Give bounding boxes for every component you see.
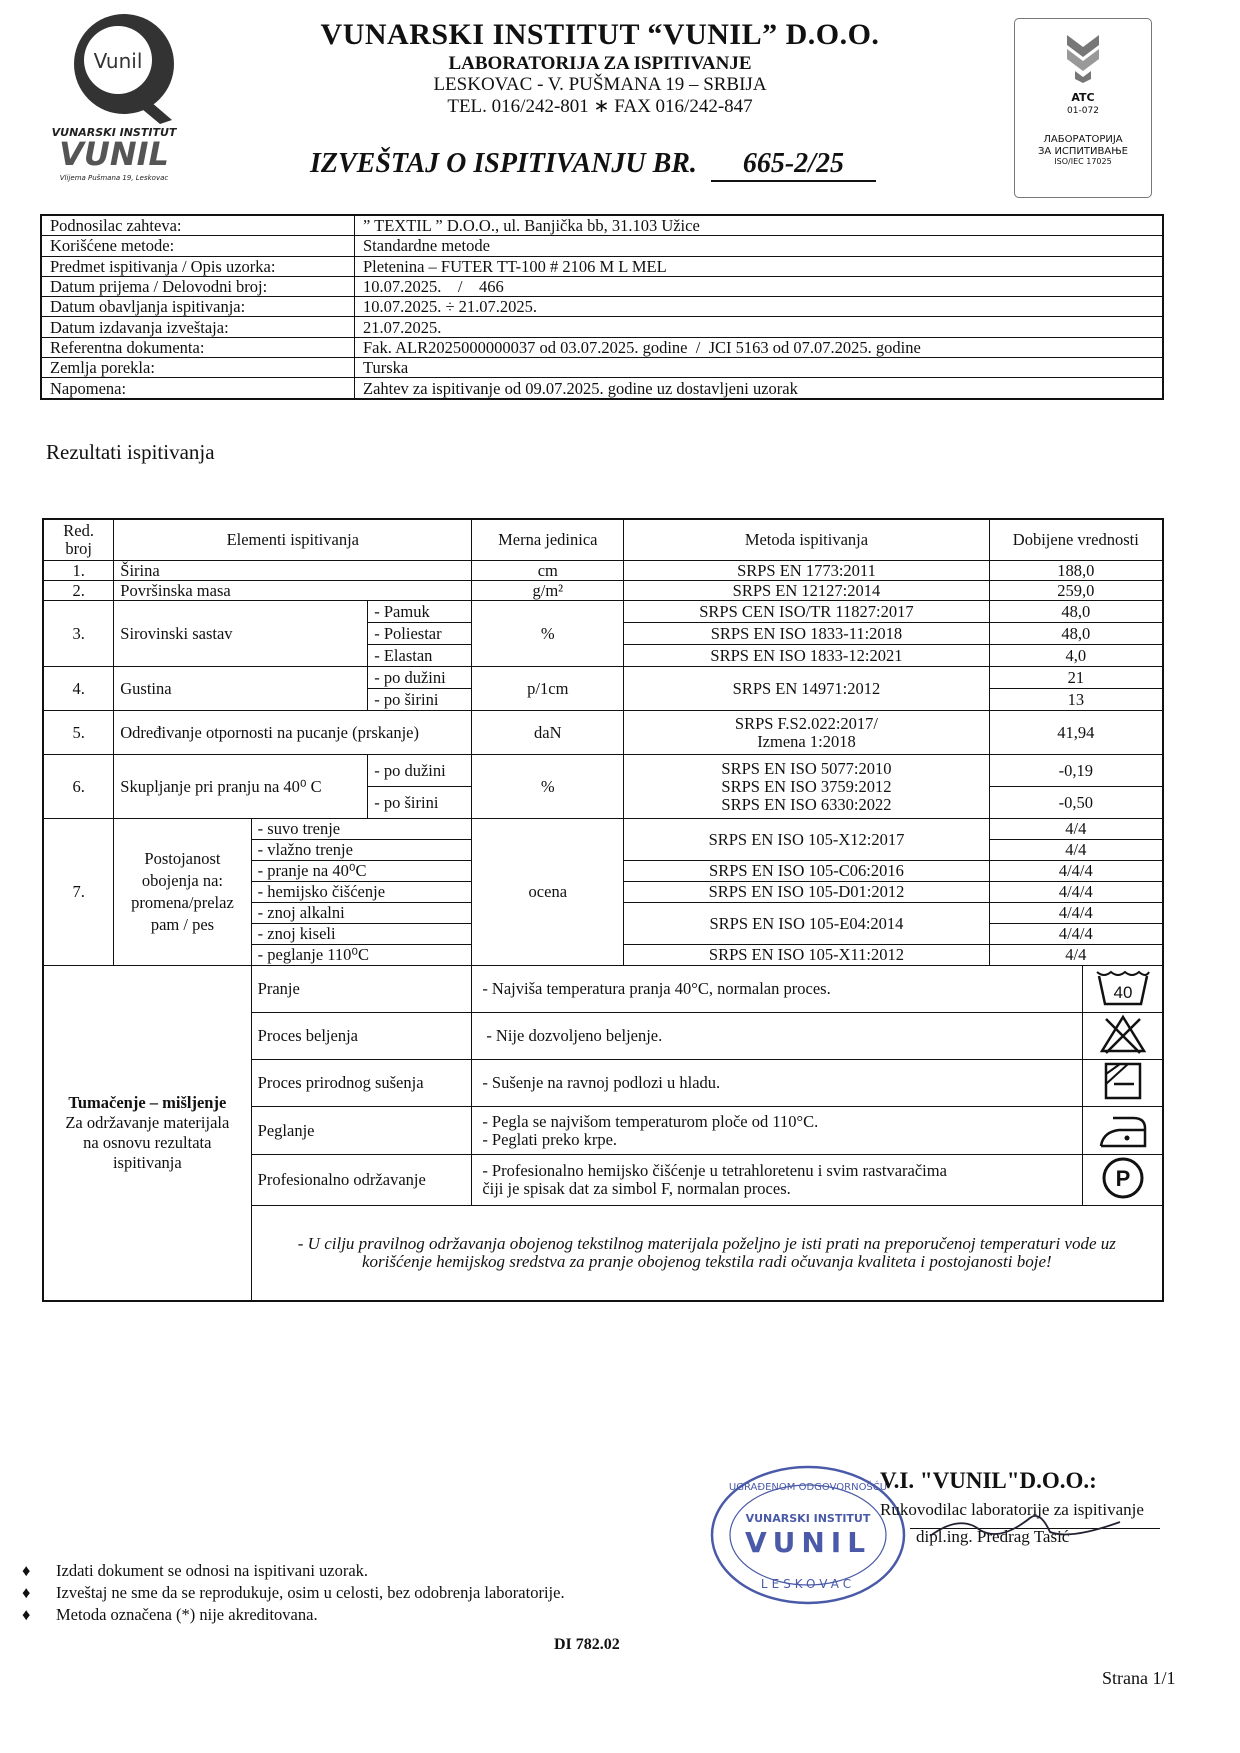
element-line: Postojanost xyxy=(144,849,221,868)
care-label: Proces beljenja xyxy=(251,1013,472,1060)
info-value: Zahtev za ispitivanje od 09.07.2025. godine uz dostavljeni uzorak xyxy=(355,378,1164,399)
signatory-name: dipl.ing. Predrag Tasić xyxy=(916,1527,1070,1546)
value: -0,19 xyxy=(989,755,1163,787)
info-label: Referentna dokumenta: xyxy=(41,337,355,357)
info-row xyxy=(41,256,1163,276)
header-elements: Elementi ispitivanja xyxy=(114,519,472,561)
info-row xyxy=(41,317,1163,337)
value: -0,50 xyxy=(989,787,1163,819)
care-text: - Najviša temperatura pranja 40°C, normalan proces. xyxy=(472,966,1083,1013)
footer-notes xyxy=(22,1560,565,1626)
table-row xyxy=(43,601,1163,623)
info-value: Pletenina – FUTER TT-100 # 2106 M L MEL xyxy=(355,256,1164,276)
info-value: ” TEXTIL ” D.O.O., ul. Banjička bb, 31.103 Užice xyxy=(355,215,1164,236)
care-text: - Nije dozvoljeno beljenje. xyxy=(472,1013,1083,1060)
unit: g/m² xyxy=(472,581,624,601)
svg-text:VUNARSKI INSTITUT: VUNARSKI INSTITUT xyxy=(52,126,177,139)
unit: cm xyxy=(472,561,624,581)
atc-name: ATC xyxy=(1071,91,1095,104)
row-number: 5. xyxy=(43,711,114,755)
value: 4/4/4 xyxy=(989,861,1163,882)
info-label: Datum obavljanja ispitivanja: xyxy=(41,297,355,317)
iron-low-icon xyxy=(1097,1108,1149,1150)
sub-element: - Pamuk xyxy=(368,601,472,623)
dryclean-p-icon xyxy=(1100,1155,1146,1201)
care-text xyxy=(472,1155,1083,1206)
test-element: Površinska masa xyxy=(114,581,472,601)
table-row xyxy=(43,561,1163,581)
info-value: Fak. ALR2025000000037 od 03.07.2025. godine / JCI 5163 od 07.07.2025. godine xyxy=(355,337,1164,357)
method-line: SRPS EN ISO 3759:2012 xyxy=(721,776,892,796)
info-row xyxy=(41,378,1163,399)
care-icon-cell xyxy=(1083,1155,1163,1206)
sub-element: - znoj alkalni xyxy=(251,903,472,924)
value: 4/4/4 xyxy=(989,882,1163,903)
address: LESKOVAC - V. PUŠMANA 19 – SRBIJA xyxy=(433,74,767,96)
sub-element: - po širini xyxy=(368,787,472,819)
sub-element: - peglanje 110⁰C xyxy=(251,945,472,966)
svg-text:P: P xyxy=(1115,1166,1130,1191)
method: SRPS EN ISO 105-C06:2016 xyxy=(624,861,989,882)
value: 13 xyxy=(989,689,1163,711)
test-element: Skupljanje pri pranju na 40⁰ C xyxy=(114,755,368,819)
method: SRPS EN ISO 1833-12:2021 xyxy=(624,645,989,667)
sub-element: - Poliestar xyxy=(368,623,472,645)
interpretation-cell xyxy=(43,966,251,1301)
test-element xyxy=(114,819,251,966)
info-value: 10.07.2025. / 466 xyxy=(355,276,1164,296)
row-number: 2. xyxy=(43,581,114,601)
atc-code: 01-072 xyxy=(1067,106,1099,116)
row-number: 7. xyxy=(43,819,114,966)
method: SRPS EN ISO 105-D01:2012 xyxy=(624,882,989,903)
care-icon-cell xyxy=(1083,1013,1163,1060)
unit: daN xyxy=(472,711,624,755)
info-label: Zemlja porekla: xyxy=(41,358,355,378)
method: SRPS EN ISO 105-E04:2014 xyxy=(624,903,989,945)
unit: ocena xyxy=(472,819,624,966)
value: 21 xyxy=(989,667,1163,689)
report-title xyxy=(310,148,876,182)
results-table xyxy=(42,518,1164,1302)
table-row xyxy=(43,711,1163,755)
method xyxy=(624,755,989,819)
info-value: Turska xyxy=(355,358,1164,378)
document-code: DI 782.02 xyxy=(554,1636,620,1653)
institute-name: VUNARSKI INSTITUT “VUNIL” D.O.O. xyxy=(320,18,880,51)
care-label: Peglanje xyxy=(251,1107,472,1155)
unit: % xyxy=(472,755,624,819)
svg-text:VUNARSKI INSTITUT: VUNARSKI INSTITUT xyxy=(745,1512,871,1525)
header-unit: Merna jedinica xyxy=(472,519,624,561)
info-row xyxy=(41,276,1163,296)
note-text: Izdati dokument se odnosi na ispitivani uzorak. xyxy=(56,1561,369,1580)
method-line: SRPS EN ISO 5077:2010 xyxy=(721,758,892,778)
info-row xyxy=(41,337,1163,357)
sub-element: - znoj kiseli xyxy=(251,924,472,945)
institute-stamp xyxy=(708,1460,908,1610)
atc-standard: ISO/IEC 17025 xyxy=(1054,157,1112,166)
care-icon-cell xyxy=(1083,1060,1163,1107)
sub-element: - vlažno trenje xyxy=(251,840,472,861)
care-label: Pranje xyxy=(251,966,472,1013)
info-label: Napomena: xyxy=(41,378,355,399)
report-number: 665-2/25 xyxy=(711,148,876,182)
sub-element: - pranje na 40⁰C xyxy=(251,861,472,882)
element-line: pam / pes xyxy=(150,915,215,934)
value: 188,0 xyxy=(989,561,1163,581)
info-row xyxy=(41,358,1163,378)
element-line: promena/prelaz xyxy=(131,893,234,912)
svg-text:Vunil: Vunil xyxy=(93,49,143,73)
value: 41,94 xyxy=(989,711,1163,755)
info-label: Predmet ispitivanja / Opis uzorka: xyxy=(41,256,355,276)
value: 4/4 xyxy=(989,945,1163,966)
care-row xyxy=(43,966,1163,1013)
list-item: ♦ Metoda označena (*) nije akreditovana. xyxy=(22,1605,318,1624)
request-info-table xyxy=(40,214,1164,400)
method: SRPS CEN ISO/TR 11827:2017 xyxy=(624,601,989,623)
care-note: - U cilju pravilnog održavanja obojenog tekstilnog materijala poželjno je isti prati na preporučenoj temperaturi vode uz korišćenje hemijskog sredstva za pranje obojenog tekstila radi očuvanja kvaliteta i postojanosti boje! xyxy=(251,1206,1163,1301)
test-element: Gustina xyxy=(114,667,368,711)
svg-text:LESKOVAC: LESKOVAC xyxy=(760,1577,856,1591)
info-row xyxy=(41,215,1163,236)
row-number: 1. xyxy=(43,561,114,581)
test-element: Širina xyxy=(114,561,472,581)
lab-name: LABORATORIJA ZA ISPITIVANJE xyxy=(448,52,752,74)
value: 4/4/4 xyxy=(989,924,1163,945)
sub-element: - hemijsko čišćenje xyxy=(251,882,472,903)
table-row xyxy=(43,581,1163,601)
info-row xyxy=(41,236,1163,256)
atc-lab-line1: ЛАБОРАТОРИЈА xyxy=(1043,134,1123,145)
interpretation-title: Tumačenje – mišljenje xyxy=(68,1092,227,1112)
care-text xyxy=(472,1107,1083,1155)
value: 4,0 xyxy=(989,645,1163,667)
list-item: ♦ Izdati dokument se odnosi na ispitivani uzorak. xyxy=(22,1561,369,1580)
method: SRPS EN 1773:2011 xyxy=(624,561,989,581)
vunil-logo xyxy=(52,8,192,184)
method-line: SRPS EN ISO 6330:2022 xyxy=(721,794,892,814)
sub-element: - suvo trenje xyxy=(251,819,472,840)
care-icon-cell xyxy=(1083,966,1163,1013)
value: 4/4/4 xyxy=(989,903,1163,924)
report-label: IZVEŠTAJ O ISPITIVANJU BR. xyxy=(310,148,697,179)
unit: p/1cm xyxy=(472,667,624,711)
page-number: Strana 1/1 xyxy=(1102,1668,1176,1688)
sub-element: - po širini xyxy=(368,689,472,711)
results-header-row xyxy=(43,519,1163,561)
atc-accreditation-badge xyxy=(1014,18,1152,198)
note-text: Izveštaj ne sme da se reprodukuje, osim u celosti, bez odobrenja laboratorije. xyxy=(56,1583,565,1602)
care-text-line: - Pegla se najvišom temperaturom ploče od 110°C. xyxy=(482,1111,819,1131)
svg-text:UGRAĐENOM ODGOVORNOŠĆU: UGRAĐENOM ODGOVORNOŠĆU xyxy=(728,1482,888,1493)
sub-element: - po dužini xyxy=(368,667,472,689)
row-number: 3. xyxy=(43,601,114,667)
wash-40-icon xyxy=(1094,966,1152,1008)
value: 48,0 xyxy=(989,623,1163,645)
header-center xyxy=(290,18,910,118)
method: SRPS EN 12127:2014 xyxy=(624,581,989,601)
info-label: Podnosilac zahteva: xyxy=(41,215,355,236)
test-element: Određivanje otpornosti na pucanje (prskanje) xyxy=(114,711,472,755)
method: SRPS EN 14971:2012 xyxy=(624,667,989,711)
note-text: Metoda označena (*) nije akreditovana. xyxy=(56,1605,318,1624)
interpretation-line: ispitivanja xyxy=(112,1152,182,1172)
element-line: obojenja na: xyxy=(141,871,224,890)
method: SRPS EN ISO 105-X11:2012 xyxy=(624,945,989,966)
unit: % xyxy=(472,601,624,667)
row-number: 6. xyxy=(43,755,114,819)
signature-role: Rukovodilac laboratorije za ispitivanje xyxy=(880,1500,1144,1519)
sub-element: - Elastan xyxy=(368,645,472,667)
interpretation-line: na osnovu rezultata xyxy=(83,1132,212,1152)
header-no: Red. broj xyxy=(43,519,114,561)
method: SRPS EN ISO 105-X12:2017 xyxy=(624,819,989,861)
svg-text:VUNIL: VUNIL xyxy=(744,1526,872,1559)
info-value: 10.07.2025. ÷ 21.07.2025. xyxy=(355,297,1164,317)
info-row xyxy=(41,297,1163,317)
atc-mark-icon xyxy=(1053,29,1113,85)
info-label: Korišćene metode: xyxy=(41,236,355,256)
care-label: Proces prirodnog sušenja xyxy=(251,1060,472,1107)
svg-text:Vlijema Pušmana 19, Leskovac: Vlijema Pušmana 19, Leskovac xyxy=(59,174,169,182)
value: 4/4 xyxy=(989,840,1163,861)
svg-text:40: 40 xyxy=(1113,983,1133,1002)
row-number: 4. xyxy=(43,667,114,711)
test-element: Sirovinski sastav xyxy=(114,601,368,667)
care-icon-cell xyxy=(1083,1107,1163,1155)
flat-dry-shade-icon xyxy=(1100,1060,1146,1102)
method: SRPS EN ISO 1833-11:2018 xyxy=(624,623,989,645)
care-label: Profesionalno održavanje xyxy=(251,1155,472,1206)
atc-lab-line2: ЗА ИСПИТИВАЊЕ xyxy=(1038,145,1128,157)
info-label: Datum izdavanja izveštaja: xyxy=(41,317,355,337)
signature-block xyxy=(880,1468,1170,1547)
info-value: 21.07.2025. xyxy=(355,317,1164,337)
signature-title: V.I. "VUNIL"D.O.O.: xyxy=(880,1468,1097,1493)
method xyxy=(624,711,989,755)
interpretation-line: Za održavanje materijala xyxy=(65,1112,230,1132)
phone-fax: TEL. 016/242-801 ∗ FAX 016/242-847 xyxy=(447,96,753,118)
value: 259,0 xyxy=(989,581,1163,601)
results-heading: Rezultati ispitivanja xyxy=(46,440,215,464)
value: 48,0 xyxy=(989,601,1163,623)
sub-element: - po dužini xyxy=(368,755,472,787)
table-row xyxy=(43,755,1163,787)
method-line: Izmena 1:2018 xyxy=(757,731,856,751)
info-value: Standardne metode xyxy=(355,236,1164,256)
method-line: SRPS F.S2.022:2017/ xyxy=(734,713,879,733)
svg-text:VUNIL: VUNIL xyxy=(59,135,169,173)
list-item: ♦ Izveštaj ne sme da se reprodukuje, osim u celosti, bez odobrenja laboratorije. xyxy=(22,1583,565,1602)
header-value: Dobijene vrednosti xyxy=(989,519,1163,561)
value: 4/4 xyxy=(989,819,1163,840)
no-bleach-icon xyxy=(1098,1013,1148,1055)
care-text: - Sušenje na ravnoj podlozi u hladu. xyxy=(472,1060,1083,1107)
table-row xyxy=(43,819,1163,840)
care-text-line: - Profesionalno hemijsko čišćenje u tetrahloretenu i svim rastvaračima xyxy=(482,1161,947,1180)
handwritten-signature xyxy=(920,1512,1150,1542)
info-label: Datum prijema / Delovodni broj: xyxy=(41,276,355,296)
table-row xyxy=(43,667,1163,689)
care-text-line: čiji je spisak dat za simbol F, normalan proces. xyxy=(482,1179,791,1198)
header-method: Metoda ispitivanja xyxy=(624,519,989,561)
care-text-line: - Peglati preko krpe. xyxy=(482,1129,618,1149)
